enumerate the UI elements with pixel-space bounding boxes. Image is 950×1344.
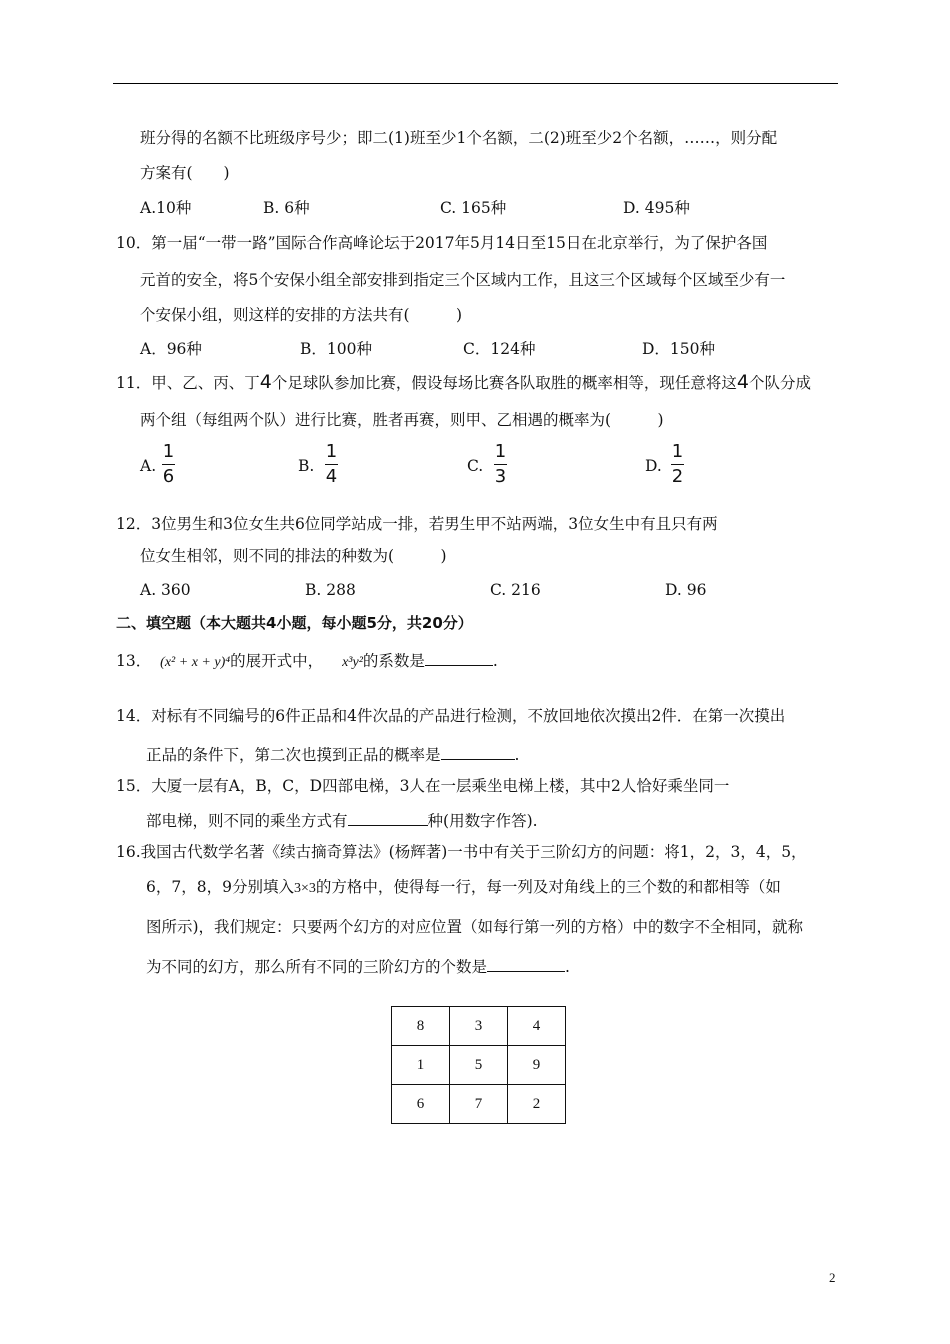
magic-square-cell: 1 (392, 1046, 450, 1085)
q11-line1 (116, 372, 811, 393)
q16-line4-text: 为不同的幻方，那么所有不同的三阶幻方的个数是 (146, 958, 488, 976)
q11-option-a-fraction (162, 442, 175, 487)
fraction-bar (671, 464, 684, 465)
q13-mid-text: 的展开式中， (230, 652, 324, 670)
q13-expression: (x² + x + y)⁴ (160, 655, 231, 670)
q15-line2-text-b: 种(用数字作答). (427, 812, 538, 830)
fraction-bar (494, 464, 507, 465)
fraction-numerator: 1 (325, 441, 338, 462)
q13-number: 13． (116, 652, 152, 670)
magic-square-cell: 7 (450, 1085, 508, 1124)
q10-line2: 元首的安全，将5个安保小组全部安排到指定三个区域内工作，且这三个区域每个区域至少有一 (140, 271, 786, 289)
q14-line2 (146, 743, 519, 765)
q10-option-a: A．96种 (140, 340, 202, 358)
q13-line (116, 649, 498, 674)
q14-line1: 14．对标有不同编号的6件正品和4件次品的产品进行检测，不放回地依次摸出2件．在第一次摸出 (116, 707, 786, 725)
q12-option-d: D. 96 (665, 581, 707, 599)
fraction-numerator: 1 (162, 441, 175, 462)
fraction-bar (325, 464, 338, 465)
q13-answer-blank[interactable] (425, 649, 493, 666)
fraction-denominator: 4 (325, 466, 338, 487)
q15-answer-blank[interactable] (348, 809, 428, 826)
magic-square-cell: 8 (392, 1007, 450, 1046)
q16-line2-text-b: 的方格中，使得每一行，每一列及对角线上的三个数的和都相等（如 (315, 878, 781, 896)
q16-line4 (146, 955, 570, 977)
fraction-numerator: 1 (494, 441, 507, 462)
q9-option-b: B. 6种 (263, 199, 310, 217)
q12-option-a: A. 360 (140, 581, 191, 599)
q16-dimension: 3×3 (293, 881, 316, 896)
q11-option-d-fraction (671, 442, 684, 487)
q12-line2: 位女生相邻，则不同的排法的种数为( ) (140, 547, 447, 565)
q12-option-b: B. 288 (305, 581, 356, 599)
q13-term: x³y² (342, 655, 363, 670)
magic-square-cell: 2 (508, 1085, 566, 1124)
q9-option-c: C. 165种 (440, 199, 507, 217)
q16-line2-text-a: 6，7，8，9分别填入 (146, 878, 294, 896)
fraction-denominator: 3 (494, 466, 507, 487)
magic-square-cell: 9 (508, 1046, 566, 1085)
fraction-bar (162, 464, 175, 465)
q10-option-d: D．150种 (642, 340, 716, 358)
q11-line2: 两个组（每组两个队）进行比赛，胜者再赛，则甲、乙相遇的概率为( ) (140, 411, 664, 429)
fraction-denominator: 6 (162, 466, 175, 487)
fraction-numerator: 1 (671, 441, 684, 462)
q11-option-c-label: C. (467, 457, 484, 475)
q11-option-b-label: B. (298, 457, 315, 475)
q11-text-a: 11．甲、乙、丙、丁 (116, 374, 260, 392)
magic-square-cell: 3 (450, 1007, 508, 1046)
q16-period: . (565, 958, 570, 976)
q15-line2-text-a: 部电梯，则不同的乘坐方式有 (146, 812, 348, 830)
q15-line1: 15．大厦一层有A，B，C，D四部电梯，3人在一层乘坐电梯上楼，其中2人恰好乘坐同一 (116, 777, 730, 795)
q11-option-d-label: D. (645, 457, 662, 475)
q16-answer-blank[interactable] (487, 955, 565, 972)
q11-team-count-2: 4 (736, 371, 749, 393)
section-heading: 二、填空题（本大题共4小题，每小题5分，共20分） (116, 614, 473, 632)
q13-end-text: 的系数是 (362, 652, 425, 670)
q12-option-c: C. 216 (490, 581, 541, 599)
q9-line1: 班分得的名额不比班级序号少；即二(1)班至少1个名额，二(2)班至少2个名额，……，则分配 (140, 129, 778, 147)
magic-square-cell: 6 (392, 1085, 450, 1124)
magic-square-cell: 5 (450, 1046, 508, 1085)
q14-period: . (514, 746, 520, 764)
q14-line2-text: 正品的条件下，第二次也摸到正品的概率是 (146, 746, 441, 764)
q11-text-b: 个足球队参加比赛，假设每场比赛各队取胜的概率相等，现任意将这 (271, 374, 737, 392)
q14-answer-blank[interactable] (441, 743, 515, 760)
q16-line2 (146, 877, 781, 899)
q16-line3: 图所示)，我们规定：只要两个幻方的对应位置（如每行第一列的方格）中的数字不全相同，就称 (146, 918, 804, 936)
q10-option-c: C．124种 (463, 340, 536, 358)
q15-line2 (146, 809, 538, 831)
q11-team-count: 4 (259, 371, 272, 393)
q16-line1: 16.我国古代数学名著《续古摘奇算法》(杨辉著)一书中有关于三阶幻方的问题：将1，2，3，4，5， (116, 843, 807, 861)
table-row (392, 1046, 566, 1085)
q9-option-d: D. 495种 (623, 199, 690, 217)
table-row (392, 1007, 566, 1046)
q11-text-c: 个队分成 (748, 374, 811, 392)
q9-line2: 方案有( ) (140, 164, 230, 182)
page-number: 2 (829, 1270, 836, 1285)
q13-period: . (492, 652, 498, 670)
q9-option-a: A.10种 (140, 199, 192, 217)
magic-square-table (391, 1006, 566, 1124)
q10-line3: 个安保小组，则这样的安排的方法共有( ) (140, 306, 463, 324)
q11-option-b-fraction (325, 442, 338, 487)
q11-option-a-label: A. (140, 457, 157, 475)
q10-line1: 10．第一届“一带一路”国际合作高峰论坛于2017年5月14日至15日在北京举行，为了保护各国 (116, 234, 768, 252)
q12-line1: 12．3位男生和3位女生共6位同学站成一排，若男生甲不站两端，3位女生中有且只有两 (116, 515, 718, 533)
fraction-denominator: 2 (671, 466, 684, 487)
table-row (392, 1085, 566, 1124)
q11-option-c-fraction (494, 442, 507, 487)
magic-square-cell: 4 (508, 1007, 566, 1046)
q10-option-b: B．100种 (300, 340, 372, 358)
header-rule (113, 83, 838, 84)
